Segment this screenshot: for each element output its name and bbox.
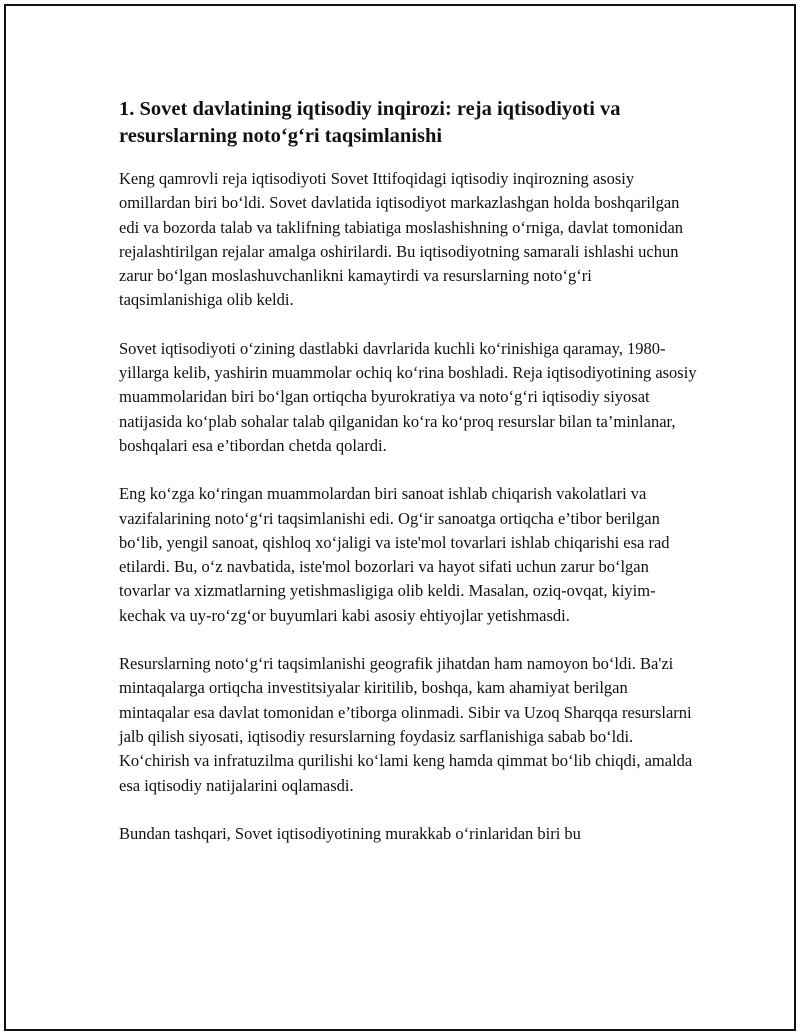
paragraph-5: Bundan tashqari, Sovet iqtisodiyotining murakkab o‘rinlaridan biri bu [119, 823, 581, 843]
paragraph-1: Keng qamrovli reja iqtisodiyoti Sovet Ittifoqidagi iqtisodiy inqirozning asosiy omillardan biri bo‘ldi. Sovet davlatida iqtisodiyot markazlashgan holda boshqarilgan edi va bozorda talab va taklifning tabiatiga moslashishning o‘rniga, davlat tomonidan rejalashtirilgan rejalar amalga oshirilardi. Bu iqtisodiyotning samarali ishlashi uchun zarur bo‘lgan moslashuvchanlikni kamaytirdi va resurslarning noto‘g‘ri taqsimlanishiga olib keldi. [119, 169, 684, 310]
page-border [4, 4, 796, 1031]
paragraph-3: Eng ko‘zga ko‘ringan muammolardan biri sanoat ishlab chiqarish vakolatlari va vazifalarining noto‘g‘ri taqsimlanishi edi. Og‘ir sanoatga ortiqcha e’tibor berilgan bo‘lib, yengil sanoat, qishloq xo‘jaligi va iste'mol tovarlari ishlab chiqarishi esa rad etilardi. Bu, o‘z navbatida, iste'mol bozorlari va hayot sifati uchun zarur bo‘lgan tovarlar va xizmatlarning yetishmasligiga olib keldi. Masalan, oziq-ovqat, kiyim-kechak va uy-ro‘zg‘or buyumlari kabi asosiy ehtiyojlar yetishmasdi. [119, 484, 670, 625]
document-body [119, 96, 699, 870]
paragraph-4: Resurslarning noto‘g‘ri taqsimlanishi geografik jihatdan ham namoyon bo‘ldi. Ba'zi mintaqalarga ortiqcha investitsiyalar kiritilib, boshqa, kam ahamiyat berilgan mintaqalar esa davlat tomonidan e’tiborga olinmadi. Sibir va Uzoq Sharqqa resurslarni jalb qilish siyosati, iqtisodiy resurslarning foydasiz sarflanishiga sabab bo‘ldi. Ko‘chirish va infratuzilma qurilishi ko‘lami keng hamda qimmat bo‘lib chiqdi, amalda esa iqtisodiy natijalarini oqlamasdi. [119, 654, 693, 795]
section-heading: 1. Sovet davlatining iqtisodiy inqirozi: reja iqtisodiyoti va resurslarning noto‘g‘ri taqsimlanishi [119, 98, 621, 147]
paragraph-2: Sovet iqtisodiyoti o‘zining dastlabki davrlarida kuchli ko‘rinishiga qaramay, 1980-yillarga kelib, yashirin muammolar ochiq ko‘rina boshladi. Reja iqtisodiyotining asosiy muammolaridan biri bo‘lgan ortiqcha byurokratiya va noto‘g‘ri iqtisodiy siyosat natijasida ko‘plab sohalar talab qilganidan ko‘ra ko‘proq resurslar bilan ta’minlanar, boshqalari esa e’tibordan chetda qolardi. [119, 338, 697, 455]
